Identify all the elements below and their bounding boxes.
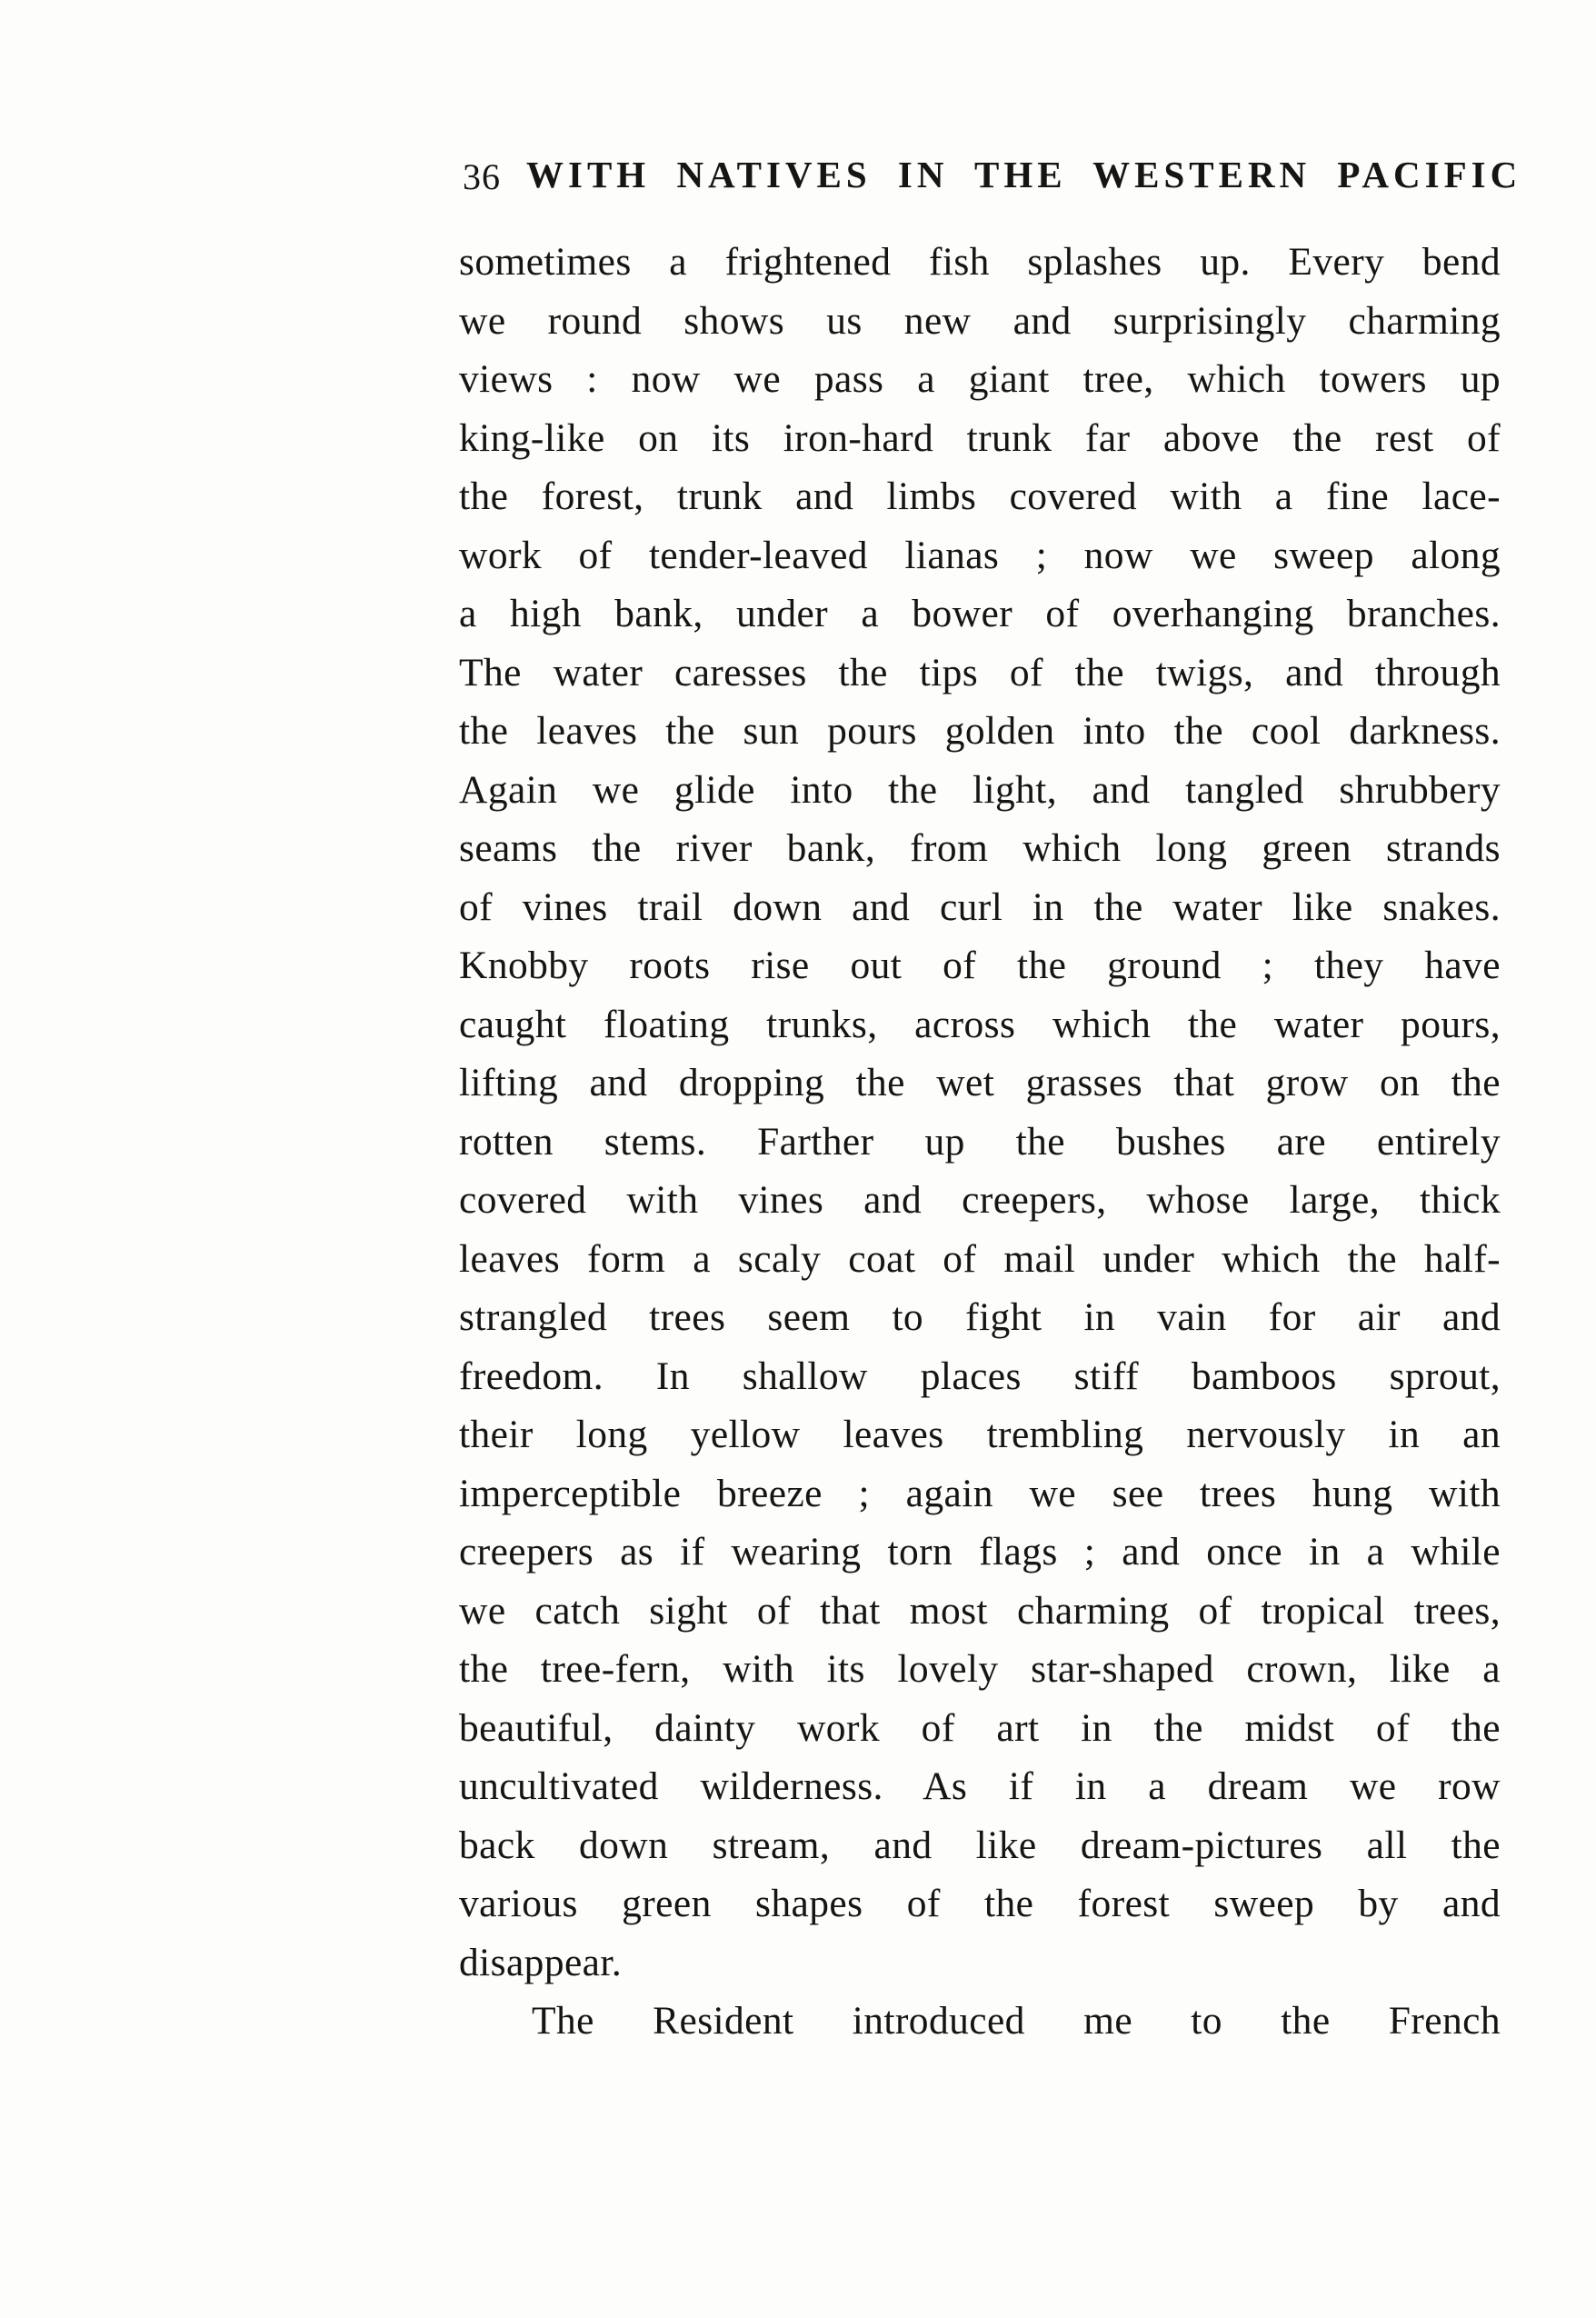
text-line: sometimes a frightened fish splashes up. Every bend (459, 240, 1501, 284)
text-line: back down stream, and like dream-pictures all the (459, 1823, 1501, 1867)
text-line: uncultivated wilderness. As if in a dream we row (459, 1764, 1501, 1808)
text-line: beautiful, dainty work of art in the midst of the (459, 1705, 1501, 1750)
text-line: freedom. In shallow places stiff bamboos sprout, (459, 1354, 1501, 1398)
text-line: disappear. (459, 1940, 623, 1984)
text-line: The water caresses the tips of the twigs, and through (459, 650, 1501, 694)
text-line: various green shapes of the forest sweep by and (459, 1882, 1501, 1925)
text-line: the tree-fern, with its lovely star-shaped crown, like a (459, 1647, 1501, 1691)
page-header (459, 153, 1522, 200)
text-line: we round shows us new and surprisingly charming (459, 298, 1501, 343)
text-line: views : now we pass a giant tree, which towers up (459, 357, 1501, 401)
text-line: leaves form a scaly coat of mail under which the half- (459, 1236, 1501, 1281)
text-line: their long yellow leaves trembling nervously in an (459, 1413, 1501, 1456)
text-line: work of tender-leaved lianas ; now we sweep along (459, 533, 1501, 577)
text-line: Knobby roots rise out of the ground ; they have (459, 944, 1501, 987)
page-number: 36 (463, 156, 501, 197)
text-line: the forest, trunk and limbs covered with a fine lace- (459, 475, 1501, 518)
text-line: a high bank, under a bower of overhanging branches. (459, 592, 1501, 635)
text-line: of vines trail down and curl in the water like snakes. (459, 884, 1501, 929)
running-title: WITH NATIVES IN THE WESTERN PACIFIC (526, 154, 1522, 195)
paragraph-1 (459, 233, 1501, 1992)
text-line: we catch sight of that most charming of tropical trees, (459, 1588, 1501, 1633)
text-line: covered with vines and creepers, whose large, thick (459, 1178, 1501, 1222)
text-line: lifting and dropping the wet grasses that grow on the (459, 1061, 1501, 1104)
text-line: king-like on its iron-hard trunk far above the rest of (459, 415, 1501, 460)
text-line: creepers as if wearing torn flags ; and once in a while (459, 1530, 1501, 1574)
body-text (459, 233, 1501, 2051)
text-line: imperceptible breeze ; again we see trees hung with (459, 1471, 1501, 1515)
text-line: strangled trees seem to fight in vain for air and (459, 1295, 1501, 1339)
paragraph-2 (459, 1992, 1501, 2051)
text-line: caught floating trunks, across which the water pours, (459, 1002, 1501, 1046)
text-column (459, 153, 1522, 2051)
text-line: seams the river bank, from which long green strands (459, 826, 1501, 870)
text-line: rotten stems. Farther up the bushes are entirely (459, 1119, 1501, 1164)
text-line: Again we glide into the light, and tangled shrubbery (459, 767, 1501, 812)
text-line: The Resident introduced me to the French (532, 1999, 1501, 2043)
text-line: the leaves the sun pours golden into the cool darkness. (459, 709, 1501, 753)
